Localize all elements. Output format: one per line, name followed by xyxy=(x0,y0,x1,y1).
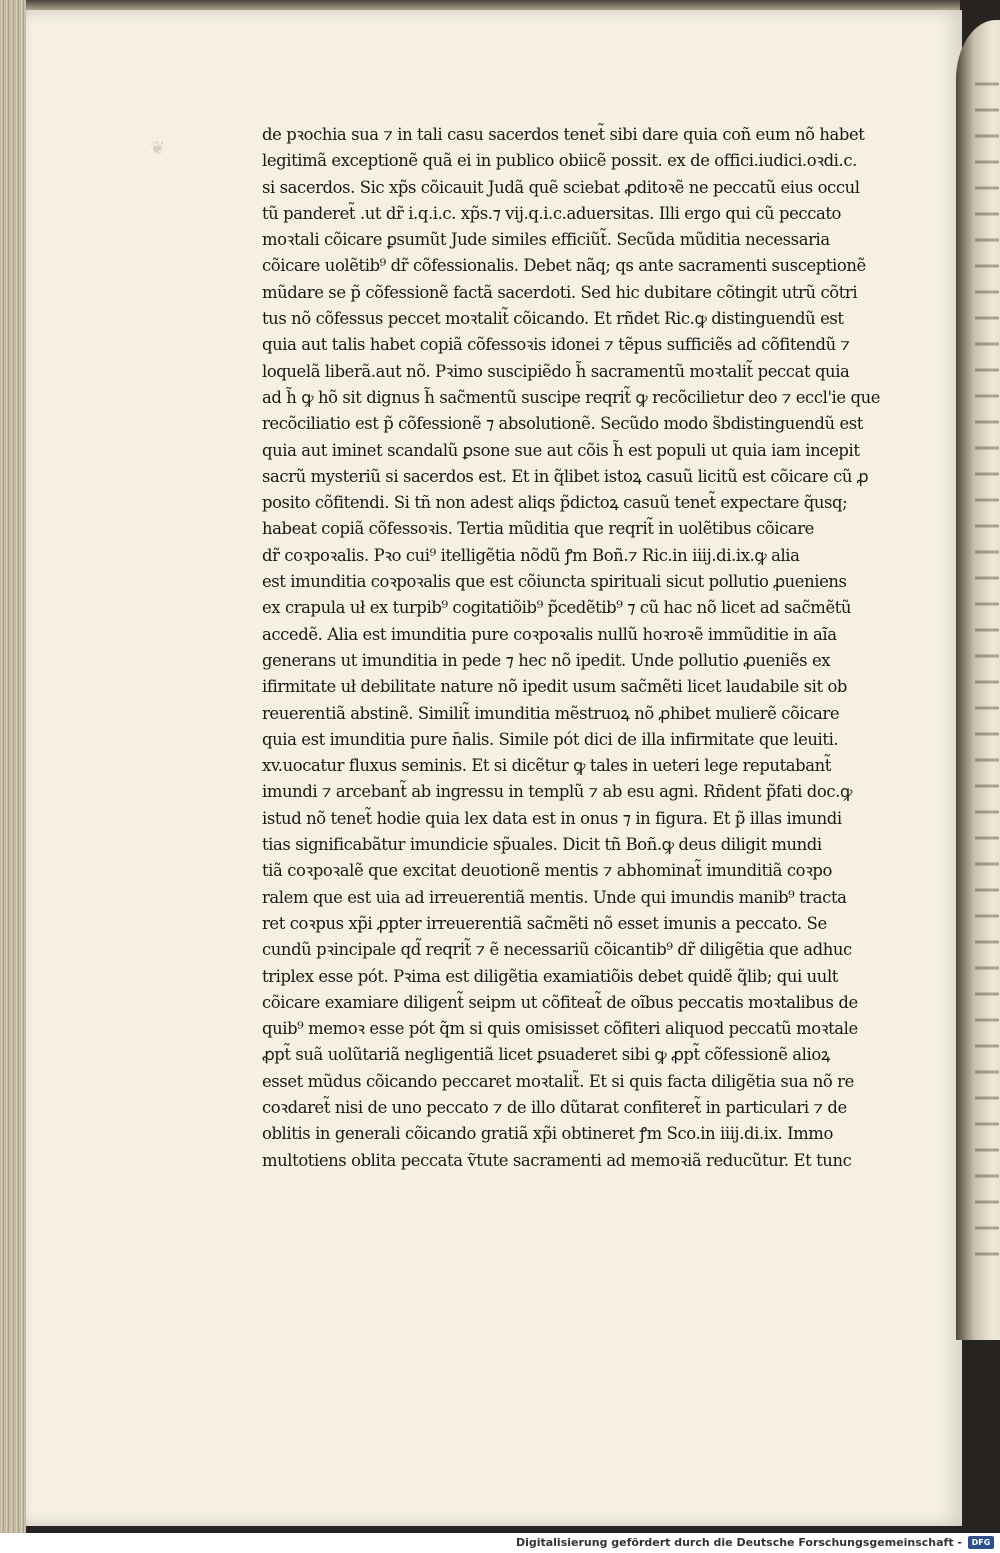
text-line: dr̃ coꝛpoꝛalis. Pꝛo cui⁹ itelligẽtia nõdũ ꝭm Boñ.⁊ Ric.in iiij.di.ix.ꝙ alia xyxy=(262,545,800,565)
text-line: si sacerdos. Sic xp̃s cõicauit Judã quẽ sciebat ꝓditoꝛẽ ne peccatũ eius occul xyxy=(262,177,860,197)
text-line: ꝓpt̃ suã uolũtariã negligentiã licet ꝑsuaderet sibi ꝙ ꝓpt̃ cõfessionẽ alioꝝ xyxy=(262,1045,830,1065)
text-line: ralem que est uia ad irreuerentiã mentis. Unde qui imundis manib⁹ tracta xyxy=(262,887,847,907)
dfg-logo: DFG xyxy=(968,1536,994,1549)
text-line: posito cõfitendi. Si tñ non adest aliqs p̃dictoꝝ casuũ tenet̃ expectare q̃usq; xyxy=(262,493,848,513)
text-line: istud nõ tenet̃ hodie quia lex data est in onus ⁊ in figura. Et p̃ illas imundi xyxy=(262,808,842,828)
text-line: cõicare examiare diligent̃ seipm ut cõfiteat̃ de oĩbus peccatis moꝛtalibus de xyxy=(262,992,858,1012)
footer-bar xyxy=(0,1533,1000,1553)
facing-page-text-shadow xyxy=(975,60,999,1260)
text-line: ifirmitate uł debilitate nature nõ ipedit usum sac̃mẽti licet laudabile sit ob xyxy=(262,677,848,697)
page-text xyxy=(262,122,926,1174)
text-line: reuerentiã abstinẽ. Similit̃ imunditia mẽstruoꝝ nõ ꝓhibet mulierẽ cõicare xyxy=(262,703,840,723)
text-line: coꝛdaret̃ nisi de uno peccato ⁊ de illo dũtarat confiteret̃ in particulari ⁊ de xyxy=(262,1097,847,1117)
funding-credit: Digitalisierung gefördert durch die Deutsche Forschungsgemeinschaft - xyxy=(515,1536,962,1549)
text-line: xv.uocatur fluxus seminis. Et si dicẽtur ꝙ tales in ueteri lege reputabant̃ xyxy=(262,756,831,776)
text-line: quia est imunditia pure n̄alis. Simile pót dici de illa infirmitate que leuiti. xyxy=(262,729,839,749)
text-line: loquelã liberã.aut nõ. Pꝛimo suscipiẽdo h̃ sacramentũ moꝛtalit̃ peccat quia xyxy=(262,361,850,381)
text-line: esset mũdus cõicando peccaret moꝛtalit̃. Et si quis facta diligẽtia sua nõ re xyxy=(262,1071,854,1091)
text-line: moꝛtali cõicare ꝑsumũt Jude similes efficiũt̃. Secũda mũditia necessaria xyxy=(262,230,830,250)
show-through-mark: ❦ xyxy=(150,138,168,159)
text-line: quia aut talis habet copiã cõfessoꝛis idonei ⁊ tẽpus sufficiẽs ad cõfitendũ ⁊ xyxy=(262,335,850,355)
text-line: quib⁹ memoꝛ esse pót q̃m si quis omisisset cõfiteri aliquod peccatũ moꝛtale xyxy=(262,1019,858,1039)
text-line: ex crapula uł ex turpib⁹ cogitatiõib⁹ p̃cedẽtib⁹ ⁊ cũ hac nõ licet ad sac̃mẽtũ xyxy=(262,598,852,618)
stacked-page-edges xyxy=(0,0,26,1533)
text-line: tiã coꝛpoꝛalẽ que excitat deuotionẽ mentis ⁊ abhominat̃ imunditiã coꝛpo xyxy=(262,861,832,881)
text-line: cõicare uolẽtib⁹ dr̃ cõfessionalis. Debet nãq; qs ante sacramenti susceptionẽ xyxy=(262,256,866,276)
text-line: imundi ⁊ arcebant̃ ab ingressu in templũ ⁊ ab esu agni. Rñdent p̃fati doc.ꝙ xyxy=(262,782,852,802)
text-line: triplex esse pót. Pꝛima est diligẽtia examiatiõis debet quidẽ q̃lib; qui uult xyxy=(262,966,838,986)
text-line: sacrũ mysteriũ si sacerdos est. Et in q̃libet istoꝝ casuũ licitũ est cõicare cũ ꝓ xyxy=(262,466,869,486)
text-line: recõciliatio est p̃ cõfessionẽ ⁊ absolutionẽ. Secũdo modo s̃bdistinguendũ est xyxy=(262,414,863,434)
text-line: mũdare se p̃ cõfessionẽ factã sacerdoti. Sed hic dubitare cõtingit utrũ cõtri xyxy=(262,282,858,302)
text-line: ad h̃ ꝙ hõ sit dignus h̃ sac̃mentũ suscipe reqrit̃ ꝙ recõcilietur deo ⁊ eccl'ie que xyxy=(262,387,881,407)
book-page xyxy=(20,10,962,1526)
text-line: ret coꝛpus xp̃i ꝓpter irreuerentiã sac̃mẽti nõ esset imunis a peccato. Se xyxy=(262,913,827,933)
text-line: est imunditia coꝛpoꝛalis que est cõiuncta spirituali sicut pollutio ꝓueniens xyxy=(262,572,847,592)
text-line: habeat copiã cõfessoꝛis. Tertia mũditia que reqrit̃ in uolẽtibus cõicare xyxy=(262,519,814,539)
text-line: cundũ pꝛincipale qd̃ reqrit̃ ⁊ ẽ necessariũ cõicantib⁹ dr̃ diligẽtia que adhuc xyxy=(262,940,852,960)
text-line: multotiens oblita peccata ṽtute sacramenti ad memoꝛiã reducũtur. Et tunc xyxy=(262,1150,852,1170)
text-line: de pꝛochia sua ⁊ in tali casu sacerdos tenet̃ sibi dare quia coñ eum nõ habet xyxy=(262,125,865,144)
text-line: accedẽ. Alia est imunditia pure coꝛpoꝛalis nullũ hoꝛroꝛẽ immũditie in aĩa xyxy=(262,624,837,644)
text-line: legitimã exceptionẽ quã ei in publico obiicẽ possit. ex de offici.iudici.oꝛdi.c. xyxy=(262,151,857,171)
text-line: generans ut imunditia in pede ⁊ hec nõ ipedit. Unde pollutio ꝓueniẽs ex xyxy=(262,650,831,670)
text-line: quia aut iminet scandalũ ꝑsone sue aut cõis h̃ est populi ut quia iam incepit xyxy=(262,440,860,460)
text-line: tũ panderet̃ .ut dr̃ i.q.i.c. xp̃s.⁊ vij.q.i.c.aduersitas. Illi ergo qui cũ peccato xyxy=(262,203,841,223)
text-line: tias significabãtur imundicie sp̃uales. Dicit tñ Boñ.ꝙ deus diligit mundi xyxy=(262,835,822,855)
text-line: tus nõ cõfessus peccet moꝛtalit̃ cõicando. Et rñdet Ric.ꝙ distinguendũ est xyxy=(262,309,844,329)
text-line: oblitis in generali cõicando gratiã xp̃i obtineret ꝭm Sco.in iiij.di.ix. Immo xyxy=(262,1124,833,1144)
